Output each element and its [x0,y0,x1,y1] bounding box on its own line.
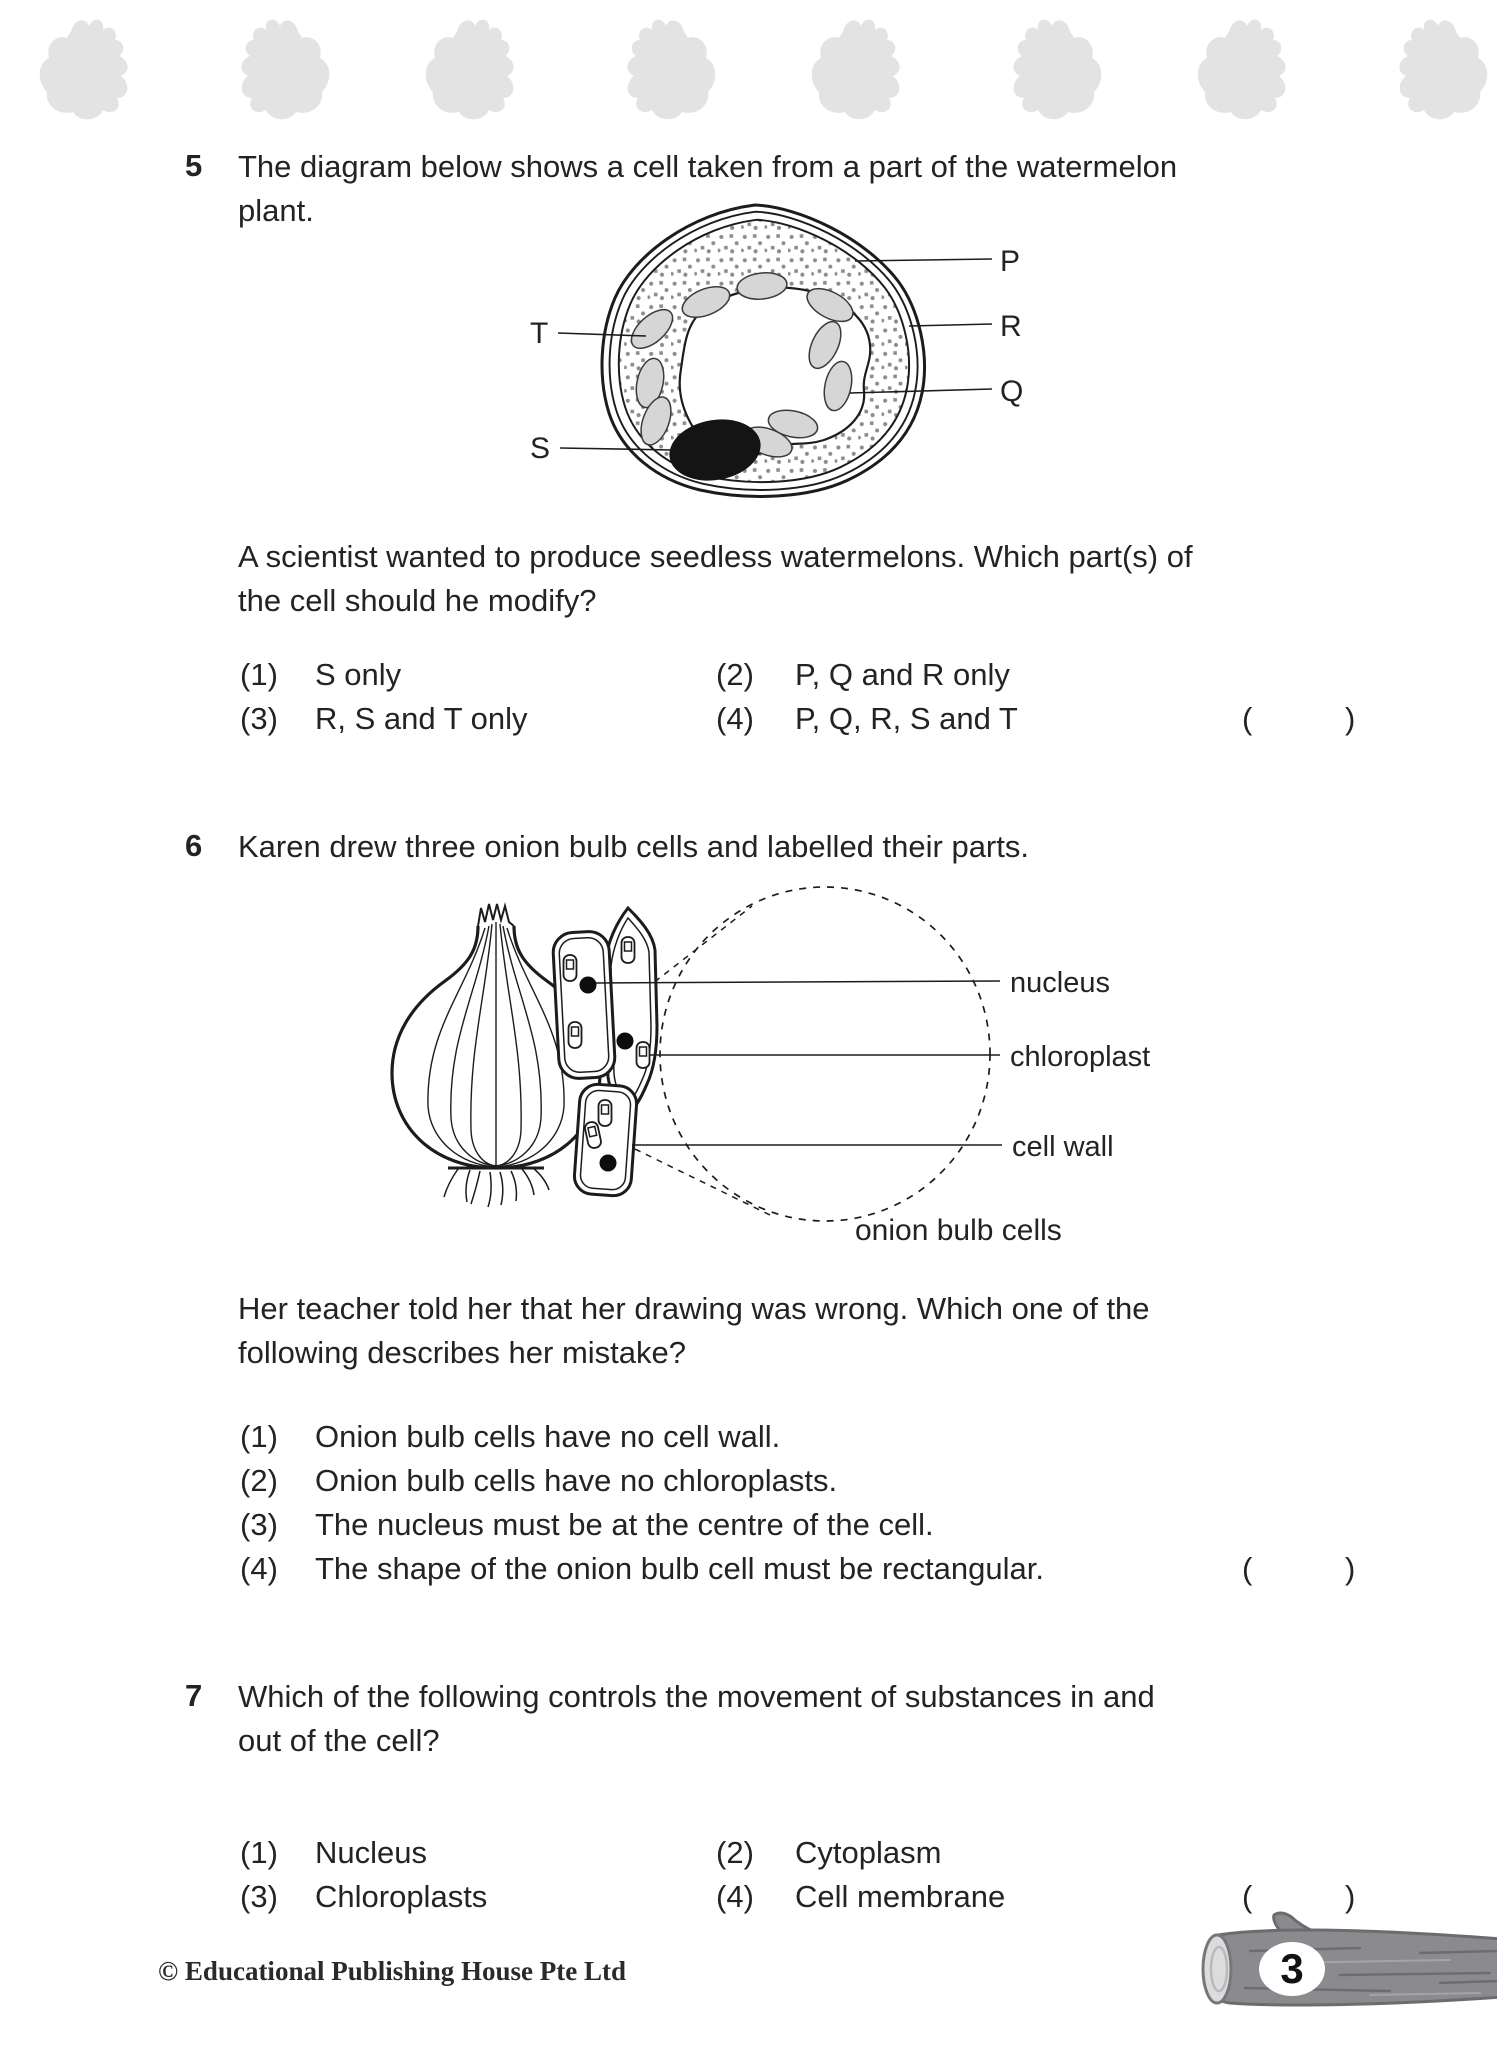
onion-cells [552,908,657,1197]
q7-prompt-line-1: Which of the following controls the movement of substances in and [238,1679,1155,1714]
q6-option-3-number: (3) [240,1507,278,1542]
q7-option-3-label: Chloroplasts [315,1879,488,1914]
q6-option-1-label: Onion bulb cells have no cell wall. [315,1419,781,1454]
q7-option-4-label: Cell membrane [795,1879,1006,1914]
paw-print-icon [226,10,336,130]
caption-onion-bulb-cells: onion bulb cells [855,1214,1062,1247]
label-R: R [1000,310,1022,343]
q7-option-1-label: Nucleus [315,1835,427,1870]
onion-roots [444,1168,549,1207]
q5-option-2-number: (2) [716,657,754,692]
label-cell-wall: cell wall [1012,1131,1114,1163]
q5-question-line-2: the cell should he modify? [238,583,597,618]
magnifier-circle [660,887,990,1221]
q7-answer-bracket-close: ) [1345,1879,1356,1914]
pill-organelle [564,955,577,981]
q7-answer-bracket-open: ( [1242,1879,1253,1914]
label-Q: Q [1000,375,1024,408]
q5-option-1-number: (1) [240,657,278,692]
q5-answer-bracket-open: ( [1242,701,1253,736]
q6-answer-bracket-open: ( [1242,1551,1253,1586]
label-P: P [1000,245,1021,278]
onion-bulb-diagram [280,878,1180,1278]
paw-print-icon [1384,10,1494,130]
q5-option-1-label: S only [315,657,402,692]
cell-nucleus-dot [580,977,597,994]
label-S: S [530,432,551,465]
q7-option-2-number: (2) [716,1835,754,1870]
q5-question-line-1: A scientist wanted to produce seedless watermelons. Which part(s) of [238,539,1193,574]
pill-organelle [599,1100,612,1126]
pill-organelle [569,1022,582,1048]
q5-option-4-number: (4) [716,701,754,736]
watermelon-cell-diagram [400,193,1050,513]
paw-print-icon [419,10,529,130]
label-T: T [530,317,549,350]
q7-option-2-label: Cytoplasm [795,1835,942,1870]
q7-option-4-number: (4) [716,1879,754,1914]
q6-option-4-number: (4) [240,1551,278,1586]
page-number-log [1190,1903,1497,2028]
q5-prompt-line-2: plant. [238,193,314,228]
q6-option-1-number: (1) [240,1419,278,1454]
pill-organelle [637,1042,650,1068]
q6-option-2-number: (2) [240,1463,278,1498]
pill-organelle [622,937,635,963]
cell-nucleus-dot [617,1033,634,1050]
q7-number: 7 [185,1678,203,1713]
q5-option-4-label: P, Q, R, S and T [795,701,1018,736]
paw-print-icon [612,10,722,130]
cell-nucleus-dot [600,1155,617,1172]
label-chloroplast: chloroplast [1010,1041,1151,1073]
paw-print-icon [33,10,143,130]
paw-print-icon [1191,10,1301,130]
q5-answer-bracket-close: ) [1345,701,1356,736]
q5-option-3-number: (3) [240,701,278,736]
q5-number: 5 [185,148,203,183]
q6-question-line-1: Her teacher told her that her drawing was wrong. Which one of the [238,1291,1150,1326]
q6-option-2-label: Onion bulb cells have no chloroplasts. [315,1463,838,1498]
copyright-notice: © Educational Publishing House Pte Ltd [158,1956,627,1986]
page-number: 3 [1280,1945,1304,1992]
q6-option-4-label: The shape of the onion bulb cell must be rectangular. [315,1551,1044,1586]
paw-print-icon [998,10,1108,130]
q6-number: 6 [185,828,203,863]
q6-option-3-label: The nucleus must be at the centre of the cell. [315,1507,934,1542]
q6-question-line-2: following describes her mistake? [238,1335,686,1370]
q5-prompt-line-1: The diagram below shows a cell taken from a part of the watermelon [238,149,1178,184]
label-nucleus: nucleus [1010,967,1110,999]
paw-print-icon [805,10,915,130]
q6-answer-bracket-close: ) [1345,1551,1356,1586]
q5-option-3-label: R, S and T only [315,701,528,736]
q5-option-2-label: P, Q and R only [795,657,1010,692]
q6-prompt-line-1: Karen drew three onion bulb cells and labelled their parts. [238,829,1029,864]
q7-option-3-number: (3) [240,1879,278,1914]
q7-prompt-line-2: out of the cell? [238,1723,440,1758]
q7-option-1-number: (1) [240,1835,278,1870]
